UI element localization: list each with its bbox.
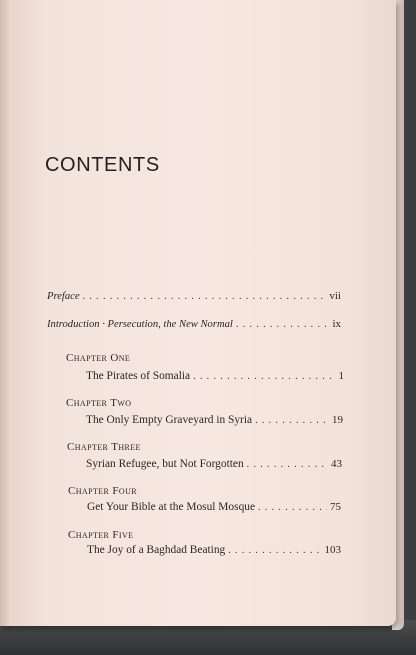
toc-entry-title: Introduction · Persecution, the New Normal bbox=[47, 319, 233, 330]
toc-entry-title: Syrian Refugee, but Not Forgotten bbox=[86, 458, 244, 470]
leader-dots bbox=[193, 371, 335, 382]
leader-dots bbox=[236, 319, 330, 330]
toc-entry-page: 19 bbox=[332, 414, 343, 426]
toc-entry-title: The Only Empty Graveyard in Syria bbox=[86, 414, 253, 426]
toc-entry-title: The Pirates of Somalia bbox=[86, 370, 191, 382]
chapter-label: Chapter Five bbox=[68, 529, 134, 541]
toc-entry-page: 103 bbox=[324, 544, 341, 556]
toc-entry-page: 75 bbox=[330, 501, 341, 513]
toc-entry-title: Get Your Bible at the Mosul Mosque bbox=[87, 501, 256, 513]
chapter-label: Chapter One bbox=[66, 352, 131, 364]
page-title: CONTENTS bbox=[45, 154, 160, 176]
toc-entry-title: The Joy of a Baghdad Beating bbox=[87, 544, 226, 556]
toc-entry-introduction bbox=[47, 318, 341, 330]
chapter-label: Chapter Four bbox=[68, 485, 138, 497]
toc-entry-chapter bbox=[87, 544, 341, 556]
chapter-label: Chapter Two bbox=[66, 397, 132, 409]
toc-entry-preface bbox=[47, 290, 341, 302]
leader-dots bbox=[83, 291, 327, 302]
toc-entry-page: 43 bbox=[331, 458, 342, 470]
toc-entry-chapter bbox=[86, 458, 342, 470]
chapter-label: Chapter Three bbox=[67, 441, 141, 453]
toc-entry-title: Preface bbox=[47, 291, 80, 302]
toc-entry-chapter bbox=[87, 501, 341, 513]
leader-dots bbox=[228, 545, 321, 556]
toc-entry-page: ix bbox=[332, 318, 341, 330]
toc-entry-page: 1 bbox=[338, 370, 344, 382]
leader-dots bbox=[247, 459, 328, 470]
leader-dots bbox=[255, 415, 329, 426]
toc-entry-chapter bbox=[86, 414, 343, 426]
toc-entry-chapter bbox=[86, 370, 344, 382]
toc-entry-page: vii bbox=[329, 290, 341, 302]
leader-dots bbox=[258, 502, 327, 513]
